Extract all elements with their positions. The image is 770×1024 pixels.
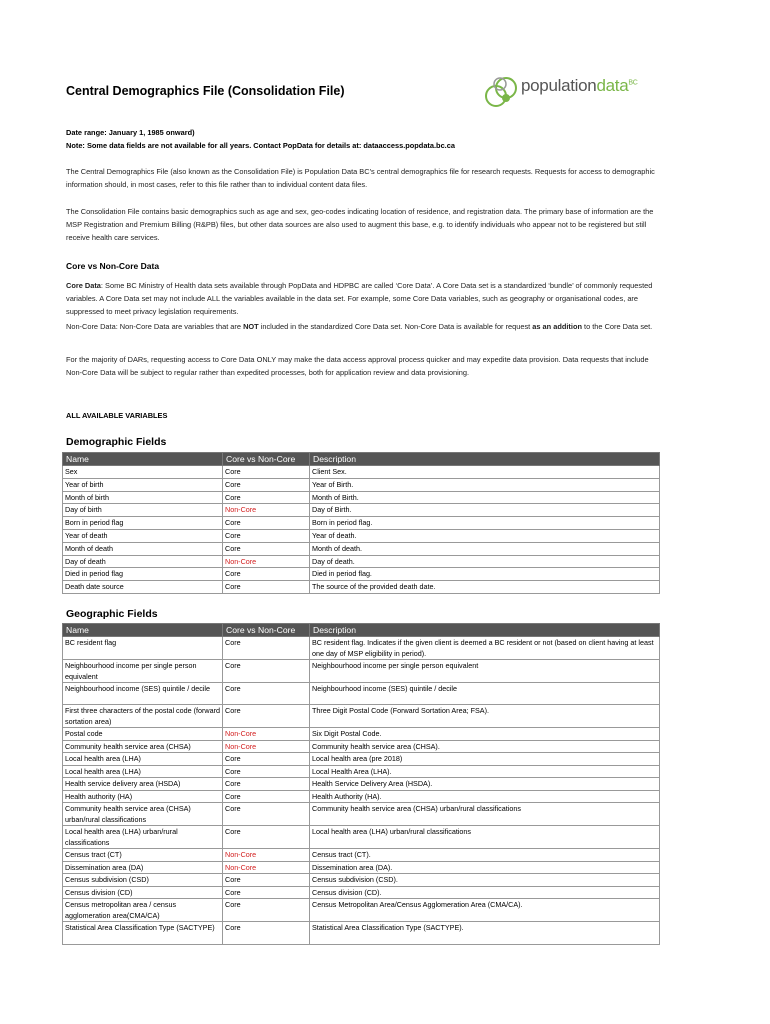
core-cell: Core [223,568,310,581]
core-cell: Core [223,517,310,530]
page-title: Central Demographics File (Consolidation File) [66,84,345,98]
core-cell: Core [223,637,310,660]
core-cell: Non-Core [223,861,310,874]
description-cell: Neighbourhood income (SES) quintile / decile [310,683,660,705]
note: Note: Some data fields are not available for all years. Contact PopData for details at: dataaccess.popdata.bc.ca [66,141,455,150]
table-row [63,705,660,728]
table-row [63,542,660,555]
description-cell: The source of the provided death date. [310,581,660,594]
name-cell: First three characters of the postal code (forward sortation area) [63,705,223,728]
description-cell: Born in period flag. [310,517,660,530]
table-row [63,568,660,581]
column-header-name: Name [63,453,223,466]
core-heading: Core vs Non-Core Data [66,261,160,271]
table-row [63,803,660,826]
core-cell: Core [223,581,310,594]
description-cell: Local health area (LHA) urban/rural classifications [310,826,660,849]
name-cell: Census metropolitan area / census agglomeration area(CMA/CA) [63,899,223,922]
noncore-text-a: Non-Core Data: Non-Core Data are variables that are [66,322,244,331]
table-row [63,478,660,491]
name-cell: Neighbourhood income per single person equivalent [63,660,223,683]
description-cell: Six Digit Postal Code. [310,728,660,741]
core-cell: Core [223,542,310,555]
name-cell: Day of death [63,555,223,568]
core-cell: Core [223,660,310,683]
table-row [63,886,660,899]
table-row [63,922,660,945]
description-cell: Census subdivision (CSD). [310,874,660,887]
description-cell: Year of Birth. [310,478,660,491]
name-cell: Month of death [63,542,223,555]
noncore-text-c: to the Core Data set. [581,322,653,331]
description-cell: Day of Birth. [310,504,660,517]
core-cell: Core [223,803,310,826]
name-cell: Local health area (LHA) [63,765,223,778]
name-cell: Year of death [63,529,223,542]
core-cell: Core [223,874,310,887]
table-row [63,529,660,542]
noncore-paragraph [66,320,666,333]
core-cell: Core [223,705,310,728]
table-row [63,660,660,683]
intro-paragraph: The Central Demographics File (also known as the Consolidation File) is Population Data BC's central demographics file for research requests. Requests for access to demographic information should, in most cases, refer to this file rather than to individual content data files. [66,167,655,189]
description-cell: Census division (CD). [310,886,660,899]
name-cell: Census tract (CT) [63,849,223,862]
core-cell: Core [223,683,310,705]
noncore-text-b: included in the standardized Core Data set. Non-Core Data is available for request [258,322,533,331]
description-cell: Three Digit Postal Code (Forward Sortation Area; FSA). [310,705,660,728]
core-cell: Non-Core [223,728,310,741]
name-cell: Statistical Area Classification Type (SACTYPE) [63,922,223,945]
table-row [63,740,660,753]
name-cell: Day of birth [63,504,223,517]
description-cell: Health Authority (HA). [310,790,660,803]
name-cell: Neighbourhood income (SES) quintile / decile [63,683,223,705]
table-row [63,581,660,594]
description-cell: Community health service area (CHSA). [310,740,660,753]
description-cell: Census tract (CT). [310,849,660,862]
column-header-description: Description [310,624,660,637]
name-cell: Census subdivision (CSD) [63,874,223,887]
name-cell: Community health service area (CHSA) [63,740,223,753]
column-header-name: Name [63,624,223,637]
logo-circles-icon [484,70,520,112]
core-cell: Core [223,899,310,922]
table-row [63,683,660,705]
description-cell: Year of death. [310,529,660,542]
table-row [63,778,660,791]
date-range: Date range: January 1, 1985 onward) [66,128,195,137]
geographic-heading: Geographic Fields [66,608,158,620]
noncore-not: NOT [243,322,259,331]
description-cell: Month of death. [310,542,660,555]
core-cell: Core [223,478,310,491]
core-cell: Non-Core [223,740,310,753]
logo-text: populationdata$^{BC}$ [521,76,638,95]
core-cell: Core [223,790,310,803]
demographic-heading: Demographic Fields [66,436,167,448]
description-cell: Census Metropolitan Area/Census Agglomeration Area (CMA/CA). [310,899,660,922]
name-cell: Born in period flag [63,517,223,530]
all-variables-heading: ALL AVAILABLE VARIABLES [66,411,168,420]
name-cell: Year of birth [63,478,223,491]
name-cell: Died in period flag [63,568,223,581]
geographic-table [62,623,660,945]
column-header-core: Core vs Non-Core [223,624,310,637]
core-cell: Core [223,826,310,849]
description-cell: Statistical Area Classification Type (SACTYPE). [310,922,660,945]
core-cell: Core [223,753,310,766]
table-row [63,765,660,778]
table-row [63,874,660,887]
table-row [63,861,660,874]
core-cell: Core [223,886,310,899]
name-cell: Census division (CD) [63,886,223,899]
table-row [63,504,660,517]
name-cell: Health authority (HA) [63,790,223,803]
table-row [63,637,660,660]
description-cell: Neighbourhood income per single person equivalent [310,660,660,683]
table-row [63,517,660,530]
description-cell: Day of death. [310,555,660,568]
consolidation-paragraph: The Consolidation File contains basic demographics such as age and sex, geo-codes indicating location of residence, and registration data. The primary base of information are the MSP Registration and Premium Billing (R&PB) files, but other data sources are also used to augment this base, e.g. to identify individuals who appear not to be registered but still receive health care services. [66,207,654,242]
column-header-description: Description [310,453,660,466]
core-cell: Non-Core [223,555,310,568]
description-cell: Community health service area (CHSA) urban/rural classifications [310,803,660,826]
description-cell: Health Service Delivery Area (HSDA). [310,778,660,791]
table-row [63,753,660,766]
table-row [63,555,660,568]
name-cell: Dissemination area (DA) [63,861,223,874]
description-cell: Dissemination area (DA). [310,861,660,874]
name-cell: Local health area (LHA) [63,753,223,766]
table-row [63,790,660,803]
table-row [63,899,660,922]
name-cell: Month of birth [63,491,223,504]
name-cell: Health service delivery area (HSDA) [63,778,223,791]
core-cell: Core [223,765,310,778]
description-cell: BC resident flag. Indicates if the given client is deemed a BC resident or not (based on client having at least one day of MSP eligibility in period). [310,637,660,660]
core-label: Core Data [66,281,101,290]
description-cell: Local health area (pre 2018) [310,753,660,766]
table-row [63,849,660,862]
name-cell: Sex [63,466,223,479]
dars-paragraph: For the majority of DARs, requesting access to Core Data ONLY may make the data access approval process quicker and may expedite data provision. Data requests that include Non-Core Data will be subject to regular rather than expedited processes, both for application review and data provisioning. [66,355,649,377]
core-cell: Core [223,922,310,945]
name-cell: Postal code [63,728,223,741]
core-cell: Core [223,491,310,504]
core-cell: Non-Core [223,504,310,517]
populationdata-logo [484,70,664,112]
name-cell: Local health area (LHA) urban/rural classifications [63,826,223,849]
noncore-addition: as an addition [532,322,582,331]
name-cell: BC resident flag [63,637,223,660]
core-text: : Some BC Ministry of Health data sets available through PopData and HDPBC are called ‘Core Data’. A Core Data set is a standardized ‘bundle’ of commonly requested variables. A Core Data set may not include ALL the variables available in the data set. For example, some Core Data variables, such as geography or organisational codes, are suppressed to meet privacy legislation requirements. [66,281,653,316]
core-cell: Non-Core [223,849,310,862]
name-cell: Death date source [63,581,223,594]
table-row [63,466,660,479]
core-cell: Core [223,529,310,542]
demographic-table [62,452,660,594]
table-row [63,491,660,504]
column-header-core: Core vs Non-Core [223,453,310,466]
core-cell: Core [223,778,310,791]
table-row [63,826,660,849]
core-cell: Core [223,466,310,479]
description-cell: Client Sex. [310,466,660,479]
description-cell: Local Health Area (LHA). [310,765,660,778]
description-cell: Month of Birth. [310,491,660,504]
table-row [63,728,660,741]
name-cell: Community health service area (CHSA) urban/rural classifications [63,803,223,826]
description-cell: Died in period flag. [310,568,660,581]
core-paragraph [66,279,666,318]
